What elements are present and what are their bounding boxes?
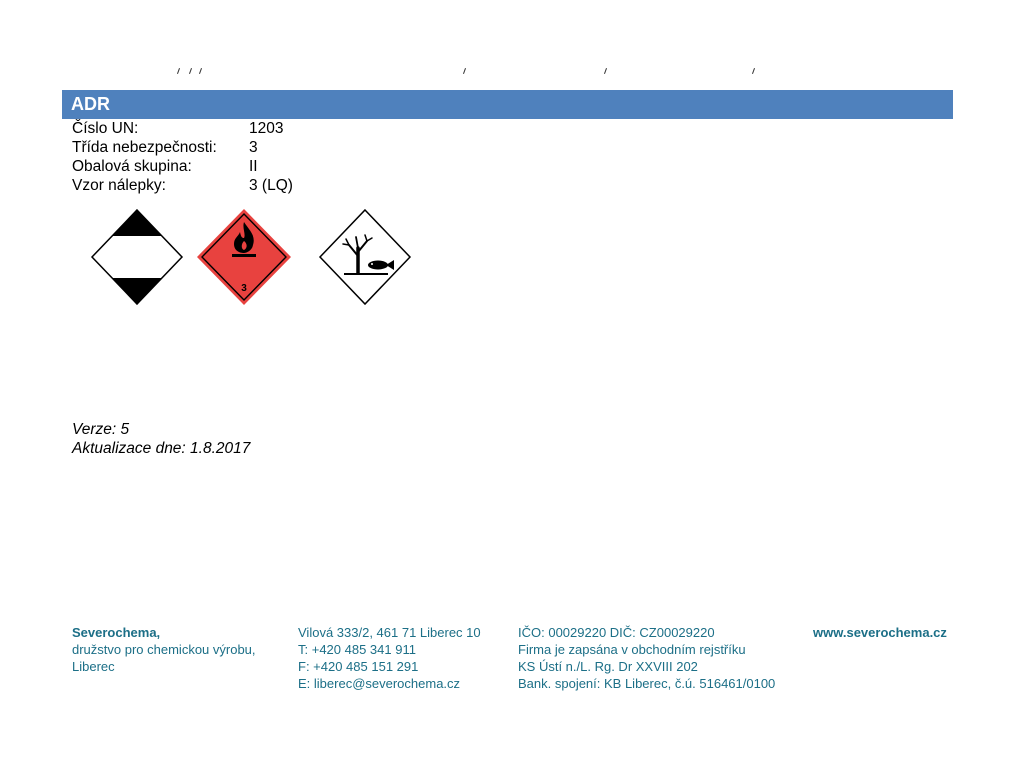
adr-section-header bbox=[62, 90, 953, 119]
hazard-class-value: 3 bbox=[249, 139, 258, 156]
bank-account: Bank. spojení: KB Liberec, č.ú. 516461/0100 bbox=[518, 676, 776, 691]
label-pattern-value: 3 (LQ) bbox=[249, 177, 293, 194]
adr-row-un-number bbox=[72, 119, 293, 138]
footer-registry bbox=[518, 624, 775, 692]
company-description: družstvo pro chemickou výrobu, bbox=[72, 642, 256, 657]
footer-company bbox=[72, 624, 256, 675]
company-address: Vilová 333/2, 461 71 Liberec 10 bbox=[298, 625, 481, 640]
class-number: 3 bbox=[241, 283, 247, 294]
company-website-link[interactable]: www.severochema.cz bbox=[813, 625, 947, 640]
adr-section-title: ADR bbox=[71, 94, 110, 114]
company-city: Liberec bbox=[72, 659, 115, 674]
footer-contact bbox=[298, 624, 481, 692]
limited-quantity-mark-icon bbox=[90, 208, 184, 306]
version-info bbox=[72, 420, 250, 458]
un-number-value: 1203 bbox=[249, 120, 284, 137]
adr-row-packing-group bbox=[72, 157, 293, 176]
packing-group-value: II bbox=[249, 158, 258, 175]
registry-note: Firma je zapsána v obchodním rejstříku bbox=[518, 642, 746, 657]
version-number: Verze: 5 bbox=[72, 421, 130, 438]
company-fax: F: +420 485 151 291 bbox=[298, 659, 419, 674]
environmental-hazard-icon bbox=[318, 208, 412, 306]
flammable-liquid-class-3-icon bbox=[196, 208, 292, 306]
adr-info-table bbox=[72, 119, 293, 195]
company-ids: IČO: 00029220 DIČ: CZ00029220 bbox=[518, 625, 715, 640]
adr-row-hazard-class bbox=[72, 138, 293, 157]
company-phone: T: +420 485 341 911 bbox=[298, 642, 416, 657]
packing-group-label: Obalová skupina: bbox=[72, 158, 192, 175]
adr-pictograms bbox=[90, 208, 420, 310]
company-name: Severochema, bbox=[72, 625, 161, 640]
adr-row-label-pattern bbox=[72, 176, 293, 195]
un-number-label: Číslo UN: bbox=[72, 120, 139, 137]
company-email[interactable]: E: liberec@severochema.cz bbox=[298, 676, 461, 691]
clipped-previous-row bbox=[60, 62, 960, 76]
hazard-class-label: Třída nebezpečnosti: bbox=[72, 139, 217, 156]
update-date: Aktualizace dne: 1.8.2017 bbox=[72, 440, 251, 457]
page-footer bbox=[72, 624, 962, 694]
label-pattern-label: Vzor nálepky: bbox=[72, 177, 166, 194]
registry-court: KS Ústí n./L. Rg. Dr XXVIII 202 bbox=[518, 659, 698, 674]
